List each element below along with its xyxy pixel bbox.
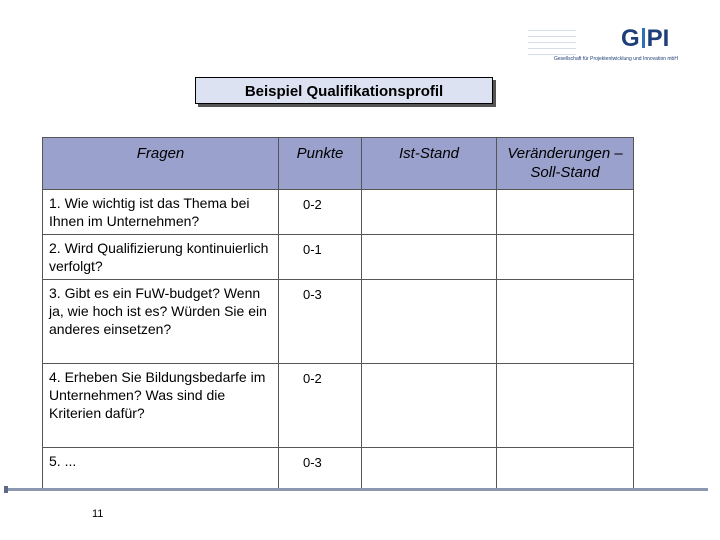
- question-cell: 3. Gibt es ein FuW-budget? Wenn ja, wie hoch ist es? Würden Sie ein anderes einsetzen?: [43, 280, 279, 364]
- question-cell: 4. Erheben Sie Bildungsbedarfe im Unternehmen? Was sind die Kriterien dafür?: [43, 364, 279, 448]
- points-cell: 0-2: [279, 364, 362, 448]
- header-ist-stand: Ist-Stand: [362, 138, 497, 190]
- soll-cell: [497, 448, 634, 491]
- question-cell: 1. Wie wichtig ist das Thema bei Ihnen im Unternehmen?: [43, 190, 279, 235]
- ist-cell: [362, 280, 497, 364]
- header-punkte: Punkte: [279, 138, 362, 190]
- question-cell: 5. ...: [43, 448, 279, 491]
- soll-cell: [497, 280, 634, 364]
- header-fragen: Fragen: [43, 138, 279, 190]
- table-header-row: [43, 138, 634, 190]
- footer-divider: [4, 488, 708, 491]
- points-cell: 0-3: [279, 280, 362, 364]
- table-row: [43, 364, 634, 448]
- ist-cell: [362, 190, 497, 235]
- table-row: [43, 235, 634, 280]
- soll-cell: [497, 190, 634, 235]
- qualification-table: [42, 137, 634, 491]
- table-row: [43, 280, 634, 364]
- logo-mark: G PI: [621, 25, 670, 52]
- ist-cell: [362, 448, 497, 491]
- ist-cell: [362, 235, 497, 280]
- logo-subtitle: Gesellschaft für Projektentwicklung und Innovation mbH: [554, 56, 678, 62]
- points-cell: 0-2: [279, 190, 362, 235]
- soll-cell: [497, 235, 634, 280]
- slide-title: Beispiel Qualifikationsprofil: [195, 77, 493, 104]
- soll-cell: [497, 364, 634, 448]
- header-soll-stand: Veränderungen – Soll-Stand: [497, 138, 634, 190]
- points-cell: 0-1: [279, 235, 362, 280]
- table-row: [43, 448, 634, 491]
- points-cell: 0-3: [279, 448, 362, 491]
- company-logo: [528, 22, 678, 72]
- question-cell: 2. Wird Qualifizierung kontinuierlich verfolgt?: [43, 235, 279, 280]
- page-number: 11: [92, 508, 104, 520]
- ist-cell: [362, 364, 497, 448]
- table-row: [43, 190, 634, 235]
